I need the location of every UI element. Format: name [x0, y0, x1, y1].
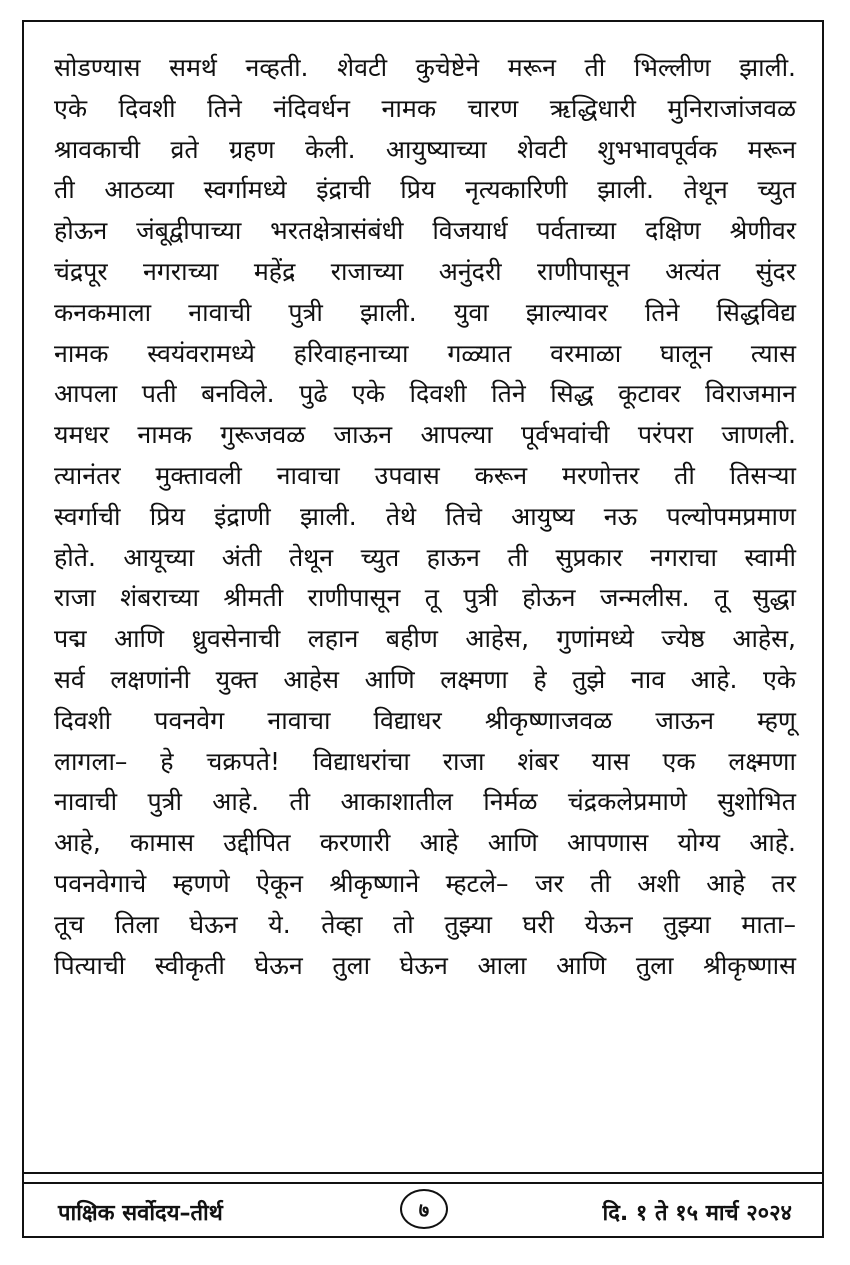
text-line: दिवशी पवनवेग नावाचा विद्याधर श्रीकृष्णाजवळ जाऊन म्हणू: [54, 705, 796, 735]
text-line: पित्याची स्वीकृती घेऊन तुला घेऊन आला आणि तुला श्रीकृष्णास: [54, 950, 796, 980]
text-line: स्वर्गाची प्रिय इंद्राणी झाली. तेथे तिचे आयुष्य नऊ पल्योपमप्रमाण: [54, 501, 796, 531]
text-line: आपला पती बनविले. पुढे एके दिवशी तिने सिद्ध कूटावर विराजमान: [54, 379, 796, 409]
text-line: श्रावकाची व्रते ग्रहण केली. आयुष्याच्या शेवटी शुभभावपूर्वक मरून: [54, 134, 796, 164]
text-line: ती आठव्या स्वर्गामध्ये इंद्राची प्रिय नृत्यकारिणी झाली. तेथून च्युत: [54, 175, 796, 205]
text-line: पवनवेगाचे म्हणणे ऐकून श्रीकृष्णाने म्हटले– जर ती अशी आहे तर: [54, 868, 796, 898]
text-line: यमधर नामक गुरूजवळ जाऊन आपल्या पूर्वभवांची परंपरा जाणली.: [54, 420, 796, 450]
text-line: सोडण्यास समर्थ नव्हती. शेवटी कुचेष्टेने मरून ती भिल्लीण झाली.: [54, 53, 796, 82]
page-number: ७: [418, 1197, 430, 1222]
text-line: तूच तिला घेऊन ये. तेव्हा तो तुझ्या घरी येऊन तुझ्या माता–: [54, 909, 796, 939]
text-line: पद्म आणि ध्रुवसेनाची लहान बहीण आहेस, गुणांमध्ये ज्येष्ठ आहेस,: [54, 624, 796, 654]
text-line: आहे, कामास उद्दीपित करणारी आहे आणि आपणास योग्य आहे.: [54, 828, 796, 858]
text-line: नावाची पुत्री आहे. ती आकाशातील निर्मळ चंद्रकलेप्रमाणे सुशोभित: [54, 787, 796, 817]
text-line: त्यानंतर मुक्तावली नावाचा उपवास करून मरणोत्तर ती तिसऱ्या: [54, 460, 796, 490]
text-line: लागला– हे चक्रपते! विद्याधरांचा राजा शंबर यास एक लक्ष्मणा: [54, 746, 796, 776]
page-number-badge: [400, 1189, 448, 1229]
page-frame: [22, 20, 824, 1238]
footer-divider-top: [24, 1172, 822, 1174]
text-line: चंद्रपूर नगराच्या महेंद्र राजाच्या अनुंदरी राणीपासून अत्यंत सुंदर: [54, 256, 796, 286]
text-line: राजा शंबराच्या श्रीमती राणीपासून तू पुत्री होऊन जन्मलीस. तू सुद्धा: [54, 583, 796, 613]
text-line: सर्व लक्षणांनी युक्त आहेस आणि लक्ष्मणा हे तुझे नाव आहे. एके: [54, 664, 796, 694]
text-line: होऊन जंबूद्वीपाच्या भरतक्षेत्रासंबंधी विजयार्ध पर्वताच्या दक्षिण श्रेणीवर: [54, 216, 796, 246]
text-line: एके दिवशी तिने नंदिवर्धन नामक चारण ऋद्धिधारी मुनिराजांजवळ: [54, 93, 796, 123]
footer-divider-bottom: [24, 1182, 822, 1184]
text-line: होते. आयूच्या अंती तेथून च्युत हाऊन ती सुप्रकार नगराचा स्वामी: [54, 542, 796, 572]
body-text: [54, 48, 796, 986]
text-line: नामक स्वयंवरामध्ये हरिवाहनाच्या गळ्यात वरमाळा घालून त्यास: [54, 338, 796, 368]
text-line: कनकमाला नावाची पुत्री झाली. युवा झाल्यावर तिने सिद्धविद्य: [54, 297, 796, 327]
publication-name: पाक्षिक सर्वोदय–तीर्थ: [58, 1201, 223, 1226]
issue-date: दि. १ ते १५ मार्च २०२४: [602, 1201, 792, 1226]
